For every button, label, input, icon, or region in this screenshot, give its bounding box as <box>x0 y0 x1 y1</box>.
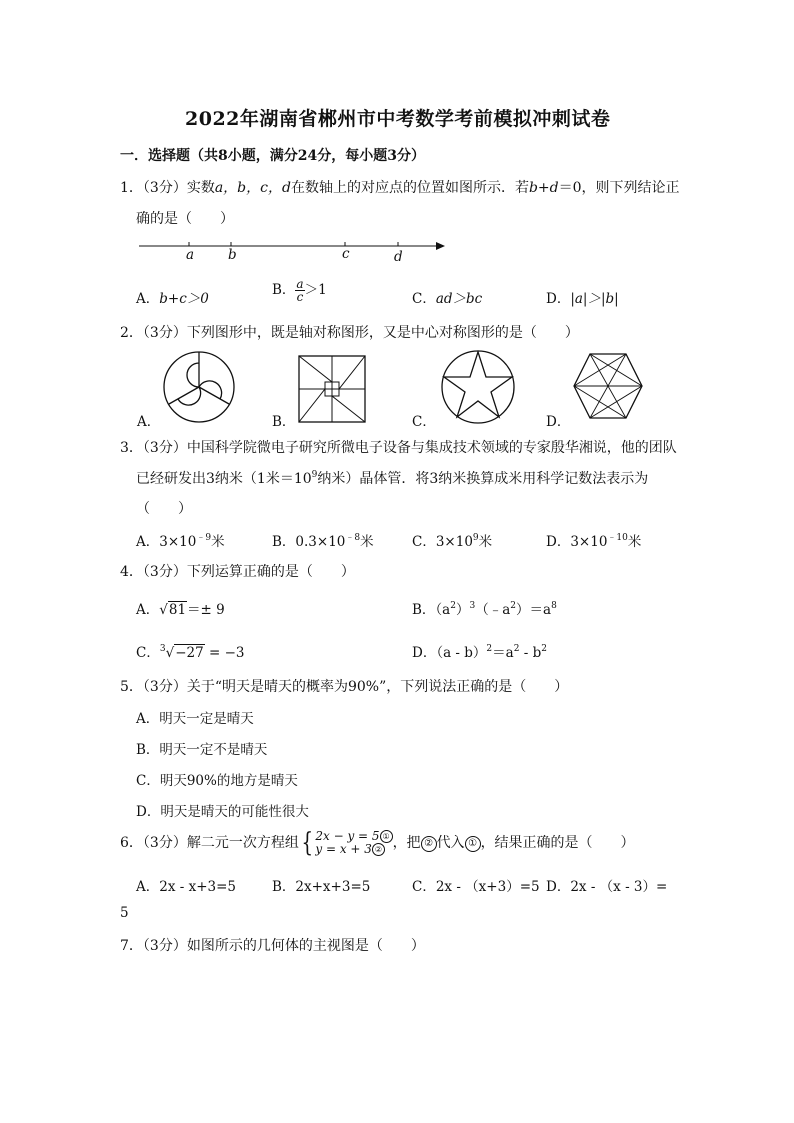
page-title: 2022年湖南省郴州市中考数学考前模拟冲刺试卷 <box>185 108 611 130</box>
fraction-a-over-c: $\frac{a}{c}$ <box>296 277 304 304</box>
question-3-line-3: （ ） <box>136 501 192 517</box>
question-6-option-c[interactable]: C．2x - （x+3）=5 <box>412 879 540 895</box>
question-2-label-a: A． <box>137 414 161 430</box>
question-6-option-b[interactable]: B．2x+x+3=5 <box>272 879 371 895</box>
question-6-option-d-wrap: 5 <box>120 905 129 921</box>
question-2-label-d: D． <box>546 414 571 430</box>
question-2-figure-c[interactable] <box>438 348 518 426</box>
question-6-option-d[interactable]: D．2x - （x - 3）= <box>546 879 668 895</box>
question-1-option-d[interactable]: D．|a|＞|b| <box>546 291 619 307</box>
question-2-label-b: B． <box>272 414 296 430</box>
question-2-figure-a[interactable] <box>160 350 240 426</box>
question-1-cond: b+d <box>528 180 559 196</box>
question-4-option-b[interactable]: B．$(a^2)^3(﹣a^2)=a^8$ <box>412 601 557 618</box>
question-5-option-a[interactable]: A．明天一定是晴天 <box>136 711 254 727</box>
question-1-line-1 <box>120 177 680 197</box>
question-4-option-c[interactable]: C．$^3$√−27 = −3 <box>136 644 245 661</box>
question-1-line-2: 确的是（ ） <box>136 211 234 227</box>
question-1-option-a[interactable]: A．b+c＞0 <box>136 291 209 307</box>
question-6-text: 6．（3分）解二元一次方程组{ 2x − y = 5 ① y = x + 3 ② ，把 ② 代入 ① ，结果正确的是（ ） <box>120 828 635 858</box>
axis-label-c: c <box>342 246 350 262</box>
question-3-line-2: 已经研发出3纳米（1米$=10^9$纳米）晶体管．将3纳米换算成米用科学记数法表示为 <box>136 470 649 487</box>
question-4-option-a[interactable]: A．√81＝± 9 <box>136 602 225 618</box>
question-6-option-a[interactable]: A．2x - x+3=5 <box>136 879 237 895</box>
axis-label-d: d <box>394 249 403 265</box>
question-1-option-c[interactable]: C．ad＞bc <box>412 291 483 307</box>
question-1-text: 1．（3分）实数 <box>120 180 215 196</box>
number-line-arrow <box>436 242 445 250</box>
question-5-text: 5．（3分）关于“明天是晴天的概率为90%”，下列说法正确的是（ ） <box>120 679 569 695</box>
sqrt-sign: √ <box>159 602 168 618</box>
question-2-text: 2．（3分）下列图形中，既是轴对称图形，又是中心对称图形的是（ ） <box>120 325 579 341</box>
question-1-vars: a，b，c，d <box>214 180 291 196</box>
question-1-text-c: ＝0，则下列结论正 <box>558 180 680 196</box>
question-2-label-c: C． <box>412 414 436 430</box>
question-3-option-a[interactable]: A．$3\times 10^{﹣9}$米 <box>136 533 225 550</box>
question-3-option-c[interactable]: C．$3\times 10^9$米 <box>412 533 493 550</box>
axis-label-a: a <box>186 247 195 263</box>
system-brace: { <box>301 828 313 858</box>
number-line-figure <box>135 236 455 266</box>
question-1-text-b: 在数轴上的对应点的位置如图所示．若 <box>290 180 529 196</box>
axis-label-b: b <box>228 247 237 263</box>
question-7-text: 7．（3分）如图所示的几何体的主视图是（ ） <box>120 938 425 954</box>
question-4-option-d[interactable]: D．$(a - b)^2=a^2 - b^2$ <box>412 644 547 661</box>
question-1-option-b[interactable]: B． $\frac{a}{c}$ ＞1 <box>272 277 327 304</box>
question-5-option-b[interactable]: B．明天一定不是晴天 <box>136 742 268 758</box>
cbrt-sign: √ <box>165 645 175 661</box>
question-4-text: 4．（3分）下列运算正确的是（ ） <box>120 564 355 580</box>
question-3-option-d[interactable]: D．$3\times 10^{﹣10}$米 <box>546 533 642 550</box>
question-3-line-1: 3．（3分）中国科学院微电子研究所微电子设备与集成技术领域的专家殷华湘说，他的团队 <box>120 440 677 456</box>
question-2-figure-b[interactable] <box>295 352 371 426</box>
question-5-option-d[interactable]: D．明天是晴天的可能性很大 <box>136 804 309 820</box>
question-3-option-b[interactable]: B．$0.3\times 10^{﹣8}$米 <box>272 533 374 550</box>
equation-system: 2x − y = 5 ① y = x + 3 ② <box>315 830 392 856</box>
section-header: 一．选择题（共8小题，满分24分，每小题3分） <box>120 148 425 164</box>
question-5-option-c[interactable]: C．明天90%的地方是晴天 <box>136 773 298 789</box>
question-2-figure-d[interactable] <box>570 350 646 422</box>
